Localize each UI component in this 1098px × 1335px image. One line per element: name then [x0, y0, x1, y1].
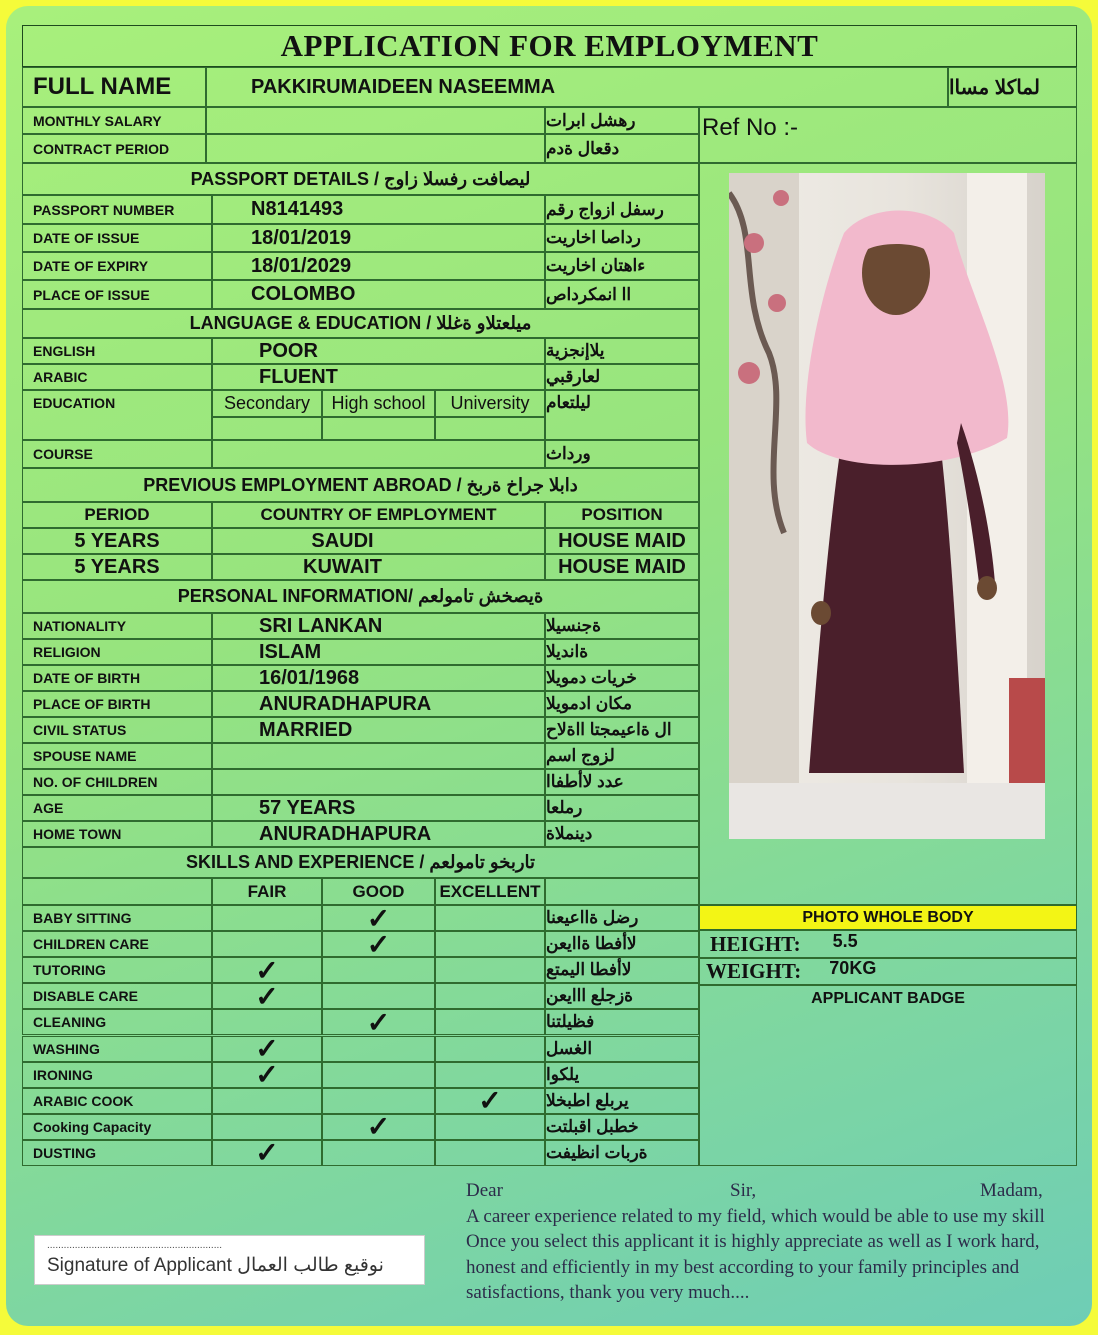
check-mark-icon: ✓ — [366, 905, 391, 932]
personal-row-value: ISLAM — [212, 639, 545, 665]
skill-level-cell — [435, 957, 545, 983]
skill-level-cell — [322, 1088, 435, 1114]
passport-row-arabic: ءاهتان اخاريت — [545, 252, 699, 280]
check-mark-icon: ✓ — [366, 1113, 391, 1140]
passport-row-value: 18/01/2019 — [212, 224, 545, 252]
passport-row-label: DATE OF EXPIRY — [22, 252, 212, 280]
skill-label: TUTORING — [22, 957, 212, 983]
english-arabic: يلاإنجزية — [545, 338, 699, 364]
letter-line-1: A career experience related to my field, which would be able to use my skill — [466, 1205, 1045, 1227]
skill-level-cell — [212, 957, 322, 983]
skill-level-cell — [322, 957, 435, 983]
contract-period-arabic: دقعال ةدم — [545, 134, 699, 163]
skill-label: CHILDREN CARE — [22, 931, 212, 957]
passport-row-label: PASSPORT NUMBER — [22, 195, 212, 224]
full-name-label: FULL NAME — [22, 67, 206, 107]
skill-level-cell — [322, 1062, 435, 1088]
personal-row-value: MARRIED — [212, 717, 545, 743]
english-level: POOR — [212, 338, 545, 364]
ref-no: Ref No :- — [699, 107, 1077, 163]
personal-row-value: ANURADHAPURA — [212, 691, 545, 717]
personal-row-arabic: ةجنسيلا — [545, 613, 699, 639]
personal-row-value — [212, 743, 545, 769]
skill-level-cell — [212, 1140, 322, 1166]
arabic-label: ARABIC — [22, 364, 212, 390]
arabic-arabic: لعارقبي — [545, 364, 699, 390]
weight-label: WEIGHT: — [706, 959, 802, 983]
position-header: POSITION — [545, 502, 699, 528]
course-value — [212, 440, 545, 468]
skill-level-cell — [212, 905, 322, 931]
skill-arabic: لاأفطا ةاايعن — [545, 931, 699, 957]
personal-row-arabic: مكان ادمويلا — [545, 691, 699, 717]
skills-header-ar-blank — [545, 878, 699, 905]
education-high-school: High school — [322, 390, 435, 417]
personal-row-label: CIVIL STATUS — [22, 717, 212, 743]
personal-row-arabic: خريات دمويلا — [545, 665, 699, 691]
personal-row-label: RELIGION — [22, 639, 212, 665]
skill-level-cell — [212, 1036, 322, 1062]
contract-period-value — [206, 134, 545, 163]
letter-line-3: honest and efficiently in my best according to your family principles and — [466, 1256, 1020, 1278]
check-mark-icon: ✓ — [478, 1087, 502, 1114]
education-label: EDUCATION — [22, 390, 212, 440]
monthly-salary-arabic: رهشل ابرات — [545, 107, 699, 134]
check-mark-icon: ✓ — [255, 957, 279, 984]
skill-label: ARABIC COOK — [22, 1088, 212, 1114]
personal-row-arabic: رملعا — [545, 795, 699, 821]
salutation — [466, 1178, 1066, 1204]
skill-label: Cooking Capacity — [22, 1114, 212, 1140]
employment-country: KUWAIT — [212, 554, 472, 580]
passport-row-value: COLOMBO — [212, 280, 545, 309]
skill-level-cell — [435, 905, 545, 931]
salutation-sir: Sir, — [730, 1180, 757, 1201]
letter-line-2: Once you select this applicant it is highly appreciate as well as I work hard, — [466, 1231, 1040, 1252]
personal-row-label: DATE OF BIRTH — [22, 665, 212, 691]
skill-arabic: لاأفطا اليمتع — [545, 957, 699, 983]
skill-level-cell — [435, 1140, 545, 1166]
applicant-photo-illustration — [729, 173, 1045, 839]
skill-level-cell — [212, 983, 322, 1009]
skill-label: DISABLE CARE — [22, 983, 212, 1009]
employment-country-pad — [472, 554, 545, 580]
skill-level-cell — [212, 1009, 322, 1035]
salutation-dear: Dear — [466, 1180, 503, 1201]
employment-period: 5 YEARS — [22, 554, 212, 580]
skill-level-cell — [322, 1140, 435, 1166]
education-high-school-mark — [322, 417, 435, 440]
skill-level-cell — [435, 1088, 545, 1114]
skill-arabic: يلكوا — [545, 1062, 699, 1088]
education-secondary: Secondary — [212, 390, 322, 417]
skill-level-cell — [435, 1114, 545, 1140]
personal-row-value: 16/01/1968 — [212, 665, 545, 691]
skill-level-cell — [435, 1062, 545, 1088]
check-mark-icon: ✓ — [255, 1061, 279, 1088]
skill-level-cell — [322, 983, 435, 1009]
employment-position: HOUSE MAID — [545, 528, 699, 554]
employment-period: 5 YEARS — [22, 528, 212, 554]
monthly-salary-label: MONTHLY SALARY — [22, 107, 206, 134]
personal-row-arabic: لزوج اسم — [545, 743, 699, 769]
check-mark-icon: ✓ — [366, 931, 391, 958]
salutation-madam: Madam, — [980, 1180, 1043, 1201]
signature-label: Signature of Applicant نوقيع طالب العمال — [47, 1255, 384, 1276]
weight-row — [699, 958, 1077, 985]
monthly-salary-value — [206, 107, 545, 134]
skill-arabic: ةربات انظيفت — [545, 1140, 699, 1166]
education-arabic: ليلتعام — [545, 390, 699, 440]
check-mark-icon: ✓ — [366, 1009, 391, 1036]
applicant-photo — [729, 173, 1045, 839]
cover-letter — [466, 1178, 1066, 1306]
education-university: University — [435, 390, 545, 417]
personal-row-value: SRI LANKAN — [212, 613, 545, 639]
english-label: ENGLISH — [22, 338, 212, 364]
photo-caption: PHOTO WHOLE BODY — [699, 905, 1077, 930]
height-value: 5.5 — [832, 930, 858, 951]
signature-box — [34, 1235, 425, 1285]
skill-level-cell — [212, 1088, 322, 1114]
passport-row-arabic: اا انمكرداص — [545, 280, 699, 309]
personal-row-arabic: ال ةاعيمجتا ااةلاح — [545, 717, 699, 743]
employment-country: SAUDI — [212, 528, 472, 554]
full-name-arabic: لماكلا مساا — [948, 67, 1077, 107]
personal-row-label: AGE — [22, 795, 212, 821]
letter-line-4: satisfactions, thank you very much.... — [466, 1282, 750, 1303]
passport-row-arabic: رسفل ازواج رقم — [545, 195, 699, 224]
weight-value: 70KG — [829, 958, 877, 978]
language-heading: LANGUAGE & EDUCATION / ميلعتلاو ةغللا — [22, 309, 699, 338]
skill-arabic: ةزجلع ااايعن — [545, 983, 699, 1009]
skill-arabic: رضل ةااعيعنا — [545, 905, 699, 931]
skill-label: WASHING — [22, 1036, 212, 1062]
skills-header-blank — [22, 878, 212, 905]
applicant-badge: APPLICANT BADGE — [699, 985, 1077, 1166]
passport-heading: PASSPORT DETAILS / ليصافت رفسلا زاوج — [22, 163, 699, 195]
skills-heading: SKILLS AND EXPERIENCE / تاربخو تامولعم — [22, 847, 699, 878]
skill-level-cell — [322, 905, 435, 931]
employment-position: HOUSE MAID — [545, 554, 699, 580]
skill-level-cell — [322, 1114, 435, 1140]
personal-row-value — [212, 769, 545, 795]
country-header: COUNTRY OF EMPLOYMENT — [212, 502, 545, 528]
passport-row-value: 18/01/2029 — [212, 252, 545, 280]
arabic-level: FLUENT — [212, 364, 545, 390]
form-title: APPLICATION FOR EMPLOYMENT — [22, 25, 1077, 67]
skill-level-cell — [322, 931, 435, 957]
skill-level-cell — [212, 1062, 322, 1088]
level-good-header: GOOD — [322, 878, 435, 905]
course-arabic: ورداث — [545, 440, 699, 468]
skill-label: CLEANING — [22, 1009, 212, 1035]
signature-line: ............................................................... — [47, 1240, 223, 1251]
personal-row-arabic: عدد لاأطفاا — [545, 769, 699, 795]
skill-level-cell — [435, 1036, 545, 1062]
check-mark-icon: ✓ — [255, 1139, 279, 1166]
skill-level-cell — [212, 1114, 322, 1140]
height-label: HEIGHT: — [710, 931, 801, 956]
period-header: PERIOD — [22, 502, 212, 528]
skill-label: DUSTING — [22, 1140, 212, 1166]
personal-row-label: NATIONALITY — [22, 613, 212, 639]
passport-row-value: N8141493 — [212, 195, 545, 224]
passport-row-label: PLACE OF ISSUE — [22, 280, 212, 309]
personal-row-arabic: ةانديلا — [545, 639, 699, 665]
personal-row-value: ANURADHAPURA — [212, 821, 545, 847]
skill-label: BABY SITTING — [22, 905, 212, 931]
skill-label: IRONING — [22, 1062, 212, 1088]
personal-row-label: PLACE OF BIRTH — [22, 691, 212, 717]
skill-arabic: خطبل اقبلتت — [545, 1114, 699, 1140]
personal-row-label: SPOUSE NAME — [22, 743, 212, 769]
education-secondary-mark — [212, 417, 322, 440]
skill-level-cell — [322, 1009, 435, 1035]
skill-level-cell — [322, 1036, 435, 1062]
education-university-mark — [435, 417, 545, 440]
personal-row-arabic: دينملاة — [545, 821, 699, 847]
skill-arabic: الغسل — [545, 1036, 699, 1062]
passport-row-arabic: رداصا اخاريت — [545, 224, 699, 252]
course-label: COURSE — [22, 440, 212, 468]
skill-arabic: يربلع اطبخلا — [545, 1088, 699, 1114]
skill-arabic: فظيلتنا — [545, 1009, 699, 1035]
level-fair-header: FAIR — [212, 878, 322, 905]
personal-heading: PERSONAL INFORMATION/ ةيصخش تامولعم — [22, 580, 699, 613]
full-name-value: PAKKIRUMAIDEEN NASEEMMA — [206, 67, 948, 107]
personal-row-label: HOME TOWN — [22, 821, 212, 847]
check-mark-icon: ✓ — [255, 983, 279, 1010]
level-excellent-header: EXCELLENT — [435, 878, 545, 905]
employment-country-pad — [472, 528, 545, 554]
height-row — [699, 930, 1077, 958]
skill-level-cell — [212, 931, 322, 957]
passport-row-label: DATE OF ISSUE — [22, 224, 212, 252]
skill-level-cell — [435, 983, 545, 1009]
personal-row-label: NO. OF CHILDREN — [22, 769, 212, 795]
skill-level-cell — [435, 1009, 545, 1035]
check-mark-icon: ✓ — [255, 1035, 279, 1062]
skill-level-cell — [435, 931, 545, 957]
personal-row-value: 57 YEARS — [212, 795, 545, 821]
contract-period-label: CONTRACT PERIOD — [22, 134, 206, 163]
previous-heading: PREVIOUS EMPLOYMENT ABROAD / دابلا جراخ ةربخ — [22, 468, 699, 502]
